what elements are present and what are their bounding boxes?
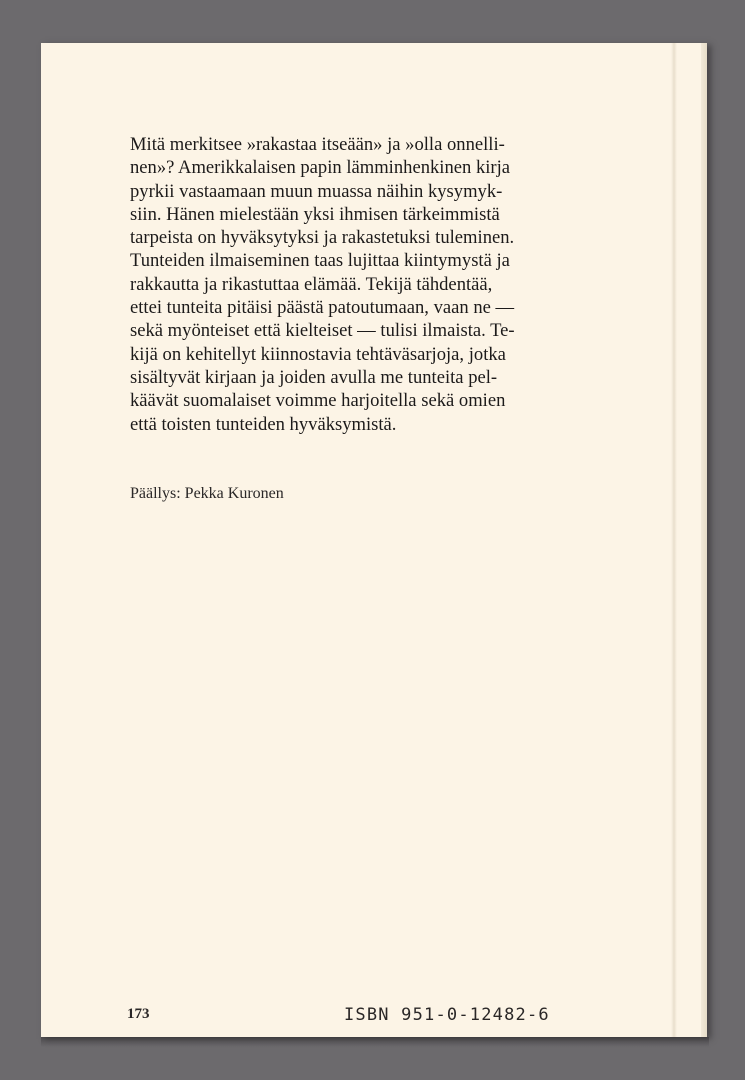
blurb-line: käävät suomalaiset voimme harjoitella sekä omien [130, 390, 506, 412]
book-shadow [41, 1037, 709, 1047]
blurb-line: kijä on kehitellyt kiinnostavia tehtäväsarjoja, jotka [130, 343, 506, 365]
blurb-line: Tunteiden ilmaiseminen taas lujittaa kiintymystä ja [130, 250, 510, 272]
spine-edge [701, 43, 707, 1037]
blurb-line: että toisten tunteiden hyväksymistä. [130, 413, 397, 435]
blurb-line: pyrkii vastaamaan muun muassa näihin kysymyk- [130, 180, 503, 202]
blurb-line: Mitä merkitsee »rakastaa itseään» ja »olla onnelli- [130, 134, 505, 155]
blurb-line: sisältyvät kirjaan ja joiden avulla me tunteita pel- [130, 366, 498, 388]
book-back-cover [41, 43, 707, 1037]
blurb-line: ettei tunteita pitäisi päästä patoutumaan, vaan ne — [130, 297, 515, 319]
blurb-line: siin. Hänen mielestään yksi ihmisen tärkeimmistä [130, 203, 500, 225]
isbn-number: ISBN 951-0-12482-6 [344, 1005, 550, 1025]
spine-fold [671, 43, 677, 1037]
series-number: 173 [127, 1006, 150, 1022]
blurb-line: rakkautta ja rikastuttaa elämää. Tekijä tähdentää, [130, 273, 493, 295]
blurb-line: tarpeista on hyväksytyksi ja rakastetuksi tuleminen. [130, 227, 515, 249]
blurb-text [130, 133, 630, 436]
cover-credit: Päällys: Pekka Kuronen [130, 485, 284, 502]
blurb-line: nen»? Amerikkalaisen papin lämminhenkinen kirja [130, 157, 511, 179]
blurb-line: sekä myönteiset että kielteiset — tulisi ilmaista. Te- [130, 320, 515, 342]
